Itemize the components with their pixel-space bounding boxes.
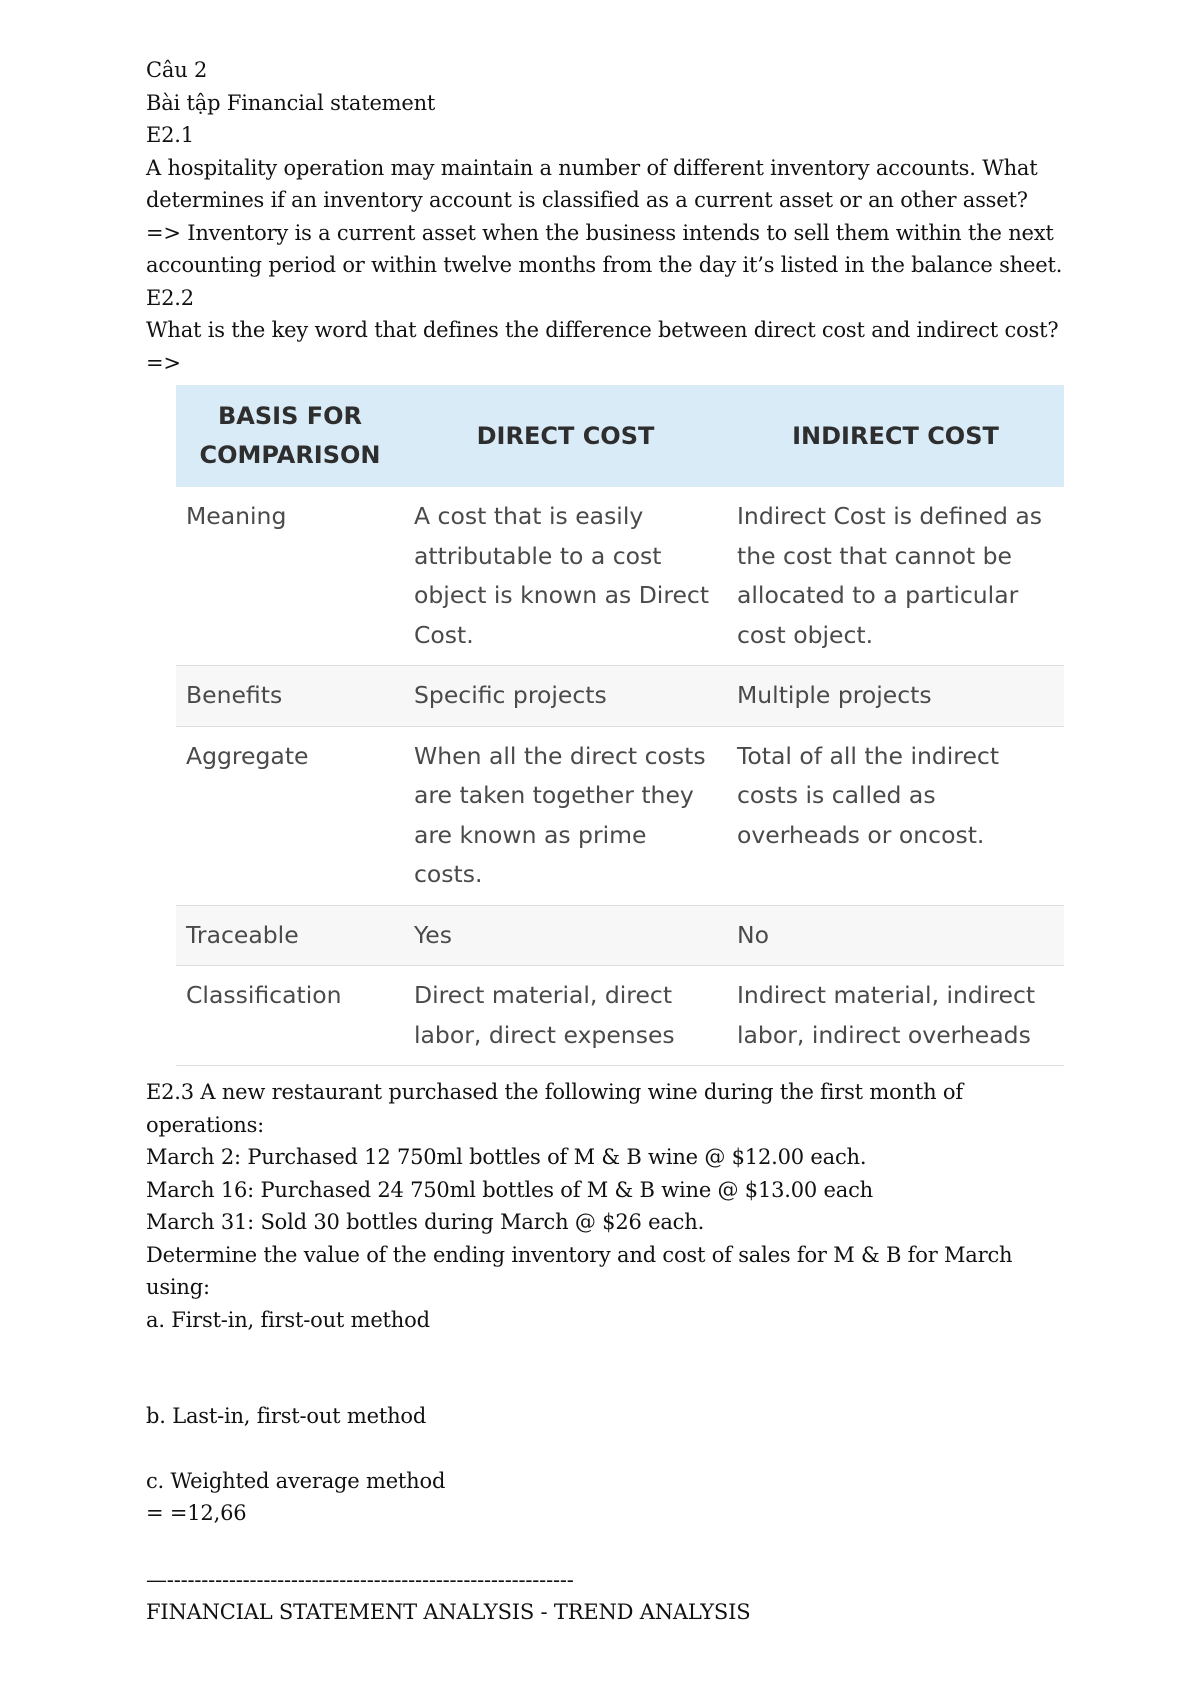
exercise-e2-3-section bbox=[146, 1076, 1076, 1629]
e2-1-answer-line-1: => Inventory is a current asset when the business intends to sell them within the next bbox=[146, 220, 1054, 245]
e2-3-intro: E2.3 A new restaurant purchased the following wine during the first month of operations: bbox=[146, 1080, 970, 1137]
row-classification-direct: Direct material, direct labor, direct expenses bbox=[404, 966, 727, 1066]
row-aggregate-basis: Aggregate bbox=[176, 726, 404, 905]
e2-2-question: What is the key word that defines the difference between direct cost and indirect cost? bbox=[146, 318, 1059, 342]
header-direct-cost: DIRECT COST bbox=[404, 385, 727, 487]
table-row bbox=[176, 966, 1064, 1066]
e2-3-option-c-answer: = =12,66 bbox=[146, 1501, 247, 1525]
spacer bbox=[146, 1433, 1076, 1465]
exercise-e2-1-label: E2.1 bbox=[146, 123, 194, 147]
row-meaning-direct: A cost that is easily attributable to a cost object is known as Direct Cost. bbox=[404, 487, 727, 666]
e2-3-march-2: March 2: Purchased 12 750ml bottles of M & B wine @ $12.00 each. bbox=[146, 1145, 867, 1169]
table-row bbox=[176, 905, 1064, 966]
spacer bbox=[146, 1336, 1076, 1400]
e2-3-march-31: March 31: Sold 30 bottles during March @ $26 each. bbox=[146, 1210, 705, 1234]
comparison-table-wrapper bbox=[176, 385, 1064, 1066]
spacer bbox=[146, 1530, 1076, 1564]
direct-vs-indirect-cost-table bbox=[176, 385, 1064, 1066]
e2-2-answer-arrow: => bbox=[146, 350, 181, 375]
e2-1-question-line-1: A hospitality operation may maintain a number of different inventory accounts. What bbox=[146, 155, 1038, 180]
e2-1-question-line-2: determines if an inventory account is classified as a current asset or an other asset? bbox=[146, 188, 1028, 212]
row-traceable-direct: Yes bbox=[404, 905, 727, 966]
table-row bbox=[176, 666, 1064, 727]
row-benefits-indirect: Multiple projects bbox=[727, 666, 1064, 727]
table-row bbox=[176, 487, 1064, 666]
row-classification-indirect: Indirect material, indirect labor, indirect overheads bbox=[727, 966, 1064, 1066]
e2-3-option-a: a. First-in, first-out method bbox=[146, 1307, 430, 1332]
e2-3-march-16: March 16: Purchased 24 750ml bottles of M & B wine @ $13.00 each bbox=[146, 1177, 873, 1202]
header-basis-for-comparison: BASIS FOR COMPARISON bbox=[176, 385, 404, 487]
row-traceable-basis: Traceable bbox=[176, 905, 404, 966]
e2-3-option-b: b. Last-in, first-out method bbox=[146, 1404, 427, 1428]
row-aggregate-direct: When all the direct costs are taken together they are known as prime costs. bbox=[404, 726, 727, 905]
table-header-row bbox=[176, 385, 1064, 487]
e2-3-option-c: c. Weighted average method bbox=[146, 1468, 446, 1493]
row-meaning-indirect: Indirect Cost is defined as the cost that cannot be allocated to a particular cost object. bbox=[727, 487, 1064, 666]
document-page bbox=[146, 54, 1076, 1629]
e2-1-answer-line-2: accounting period or within twelve months from the day it’s listed in the balance sheet. bbox=[146, 253, 1063, 277]
row-benefits-basis: Benefits bbox=[176, 666, 404, 727]
row-benefits-direct: Specific projects bbox=[404, 666, 727, 727]
row-meaning-basis: Meaning bbox=[176, 487, 404, 666]
heading-bai-tap: Bài tập Financial statement bbox=[146, 90, 436, 115]
row-aggregate-indirect: Total of all the indirect costs is called as overheads or oncost. bbox=[727, 726, 1064, 905]
row-classification-basis: Classification bbox=[176, 966, 404, 1066]
header-indirect-cost: INDIRECT COST bbox=[727, 385, 1064, 487]
exercise-e2-2-label: E2.2 bbox=[146, 285, 194, 310]
table-row bbox=[176, 726, 1064, 905]
section-divider: —----------------------------------------------------------- bbox=[146, 1567, 574, 1592]
heading-cau-2: Câu 2 bbox=[146, 58, 208, 82]
section-title-trend-analysis: FINANCIAL STATEMENT ANALYSIS - TREND ANALYSIS bbox=[146, 1600, 751, 1624]
row-traceable-indirect: No bbox=[727, 905, 1064, 966]
e2-3-determine: Determine the value of the ending inventory and cost of sales for M & B for March using: bbox=[146, 1242, 1019, 1299]
